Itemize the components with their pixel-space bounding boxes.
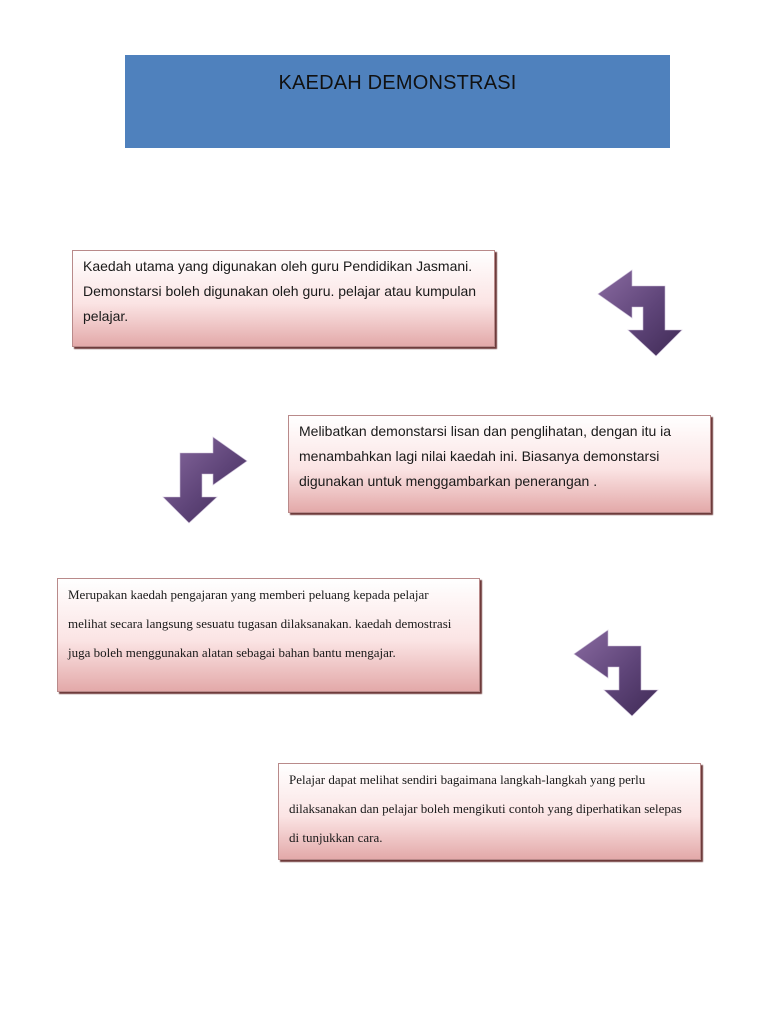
step-box-3	[57, 578, 480, 692]
step-text-2: Melibatkan demonstarsi lisan dan penglihatan, dengan itu ia menambahkan lagi nilai kaedah ini. Biasanya demonstarsi digunakan untuk menggambarkan penerangan .	[299, 423, 672, 489]
step-text-3: Merupakan kaedah pengajaran yang memberi peluang kepada pelajar melihat secara langsung sesuatu tugasan dilaksanakan. kaedah demostrasi juga boleh menggunakan alatan sebagai bahan bantu mengajar.	[68, 587, 452, 660]
step-box-1	[72, 250, 495, 347]
bent-arrow-down-icon	[598, 270, 684, 358]
bent-arrow-up-right-icon	[163, 437, 249, 525]
page-title: KAEDAH DEMONSTRASI	[278, 72, 517, 94]
step-text-4: Pelajar dapat melihat sendiri bagaimana langkah-langkah yang perlu dilaksanakan dan pelajar boleh mengikuti contoh yang diperhatikan selepas di tunjukkan cara.	[289, 772, 682, 845]
step-box-2	[288, 415, 711, 513]
title-banner	[125, 55, 670, 148]
step-text-1: Kaedah utama yang digunakan oleh guru Pendidikan Jasmani. Demonstarsi boleh digunakan oleh guru. pelajar atau kumpulan pelajar.	[83, 258, 477, 324]
bent-arrow-down-icon-2	[574, 630, 660, 718]
step-box-4	[278, 763, 701, 860]
